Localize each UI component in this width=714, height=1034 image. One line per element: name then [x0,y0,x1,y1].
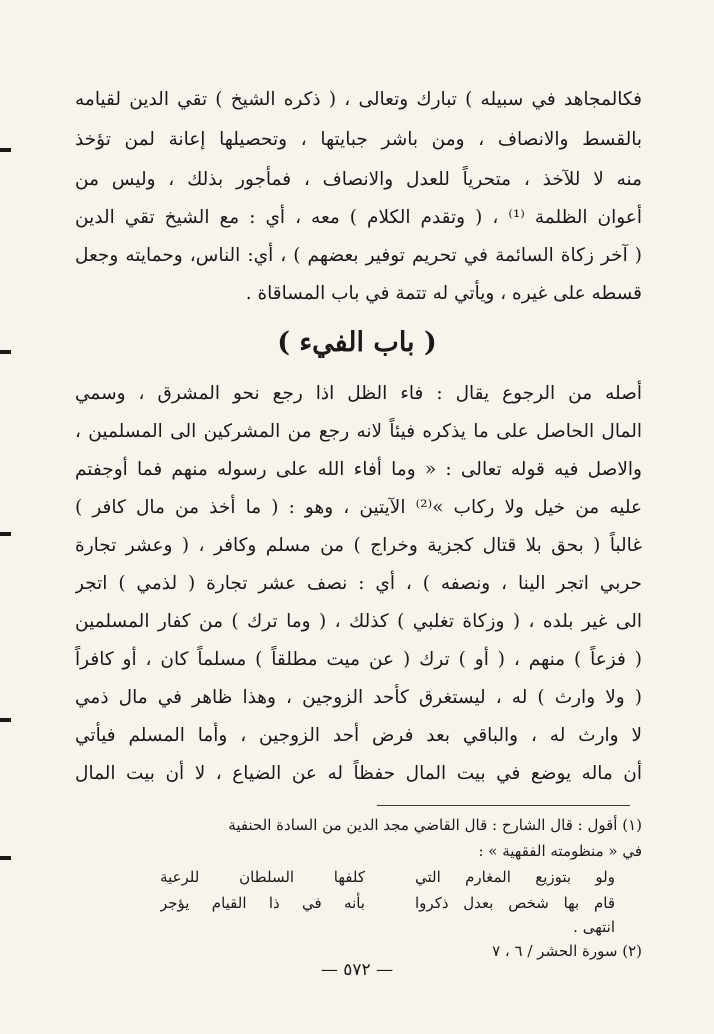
section-line: غالباً ( بحق بلا قتال كجزية وخراج ) من مسلم وكافر ، ( وعشر تجارة [75,535,642,556]
footnote-2: (٢) سورة الحشر / ٦ ، ٧ [492,942,642,960]
footnote-separator [377,805,630,806]
section-line: ( فزعاً ) منهم ، ( أو ) ترك ( عن ميت مطلقاً ) مسلماً كان ، أو كافراً [75,649,642,670]
section-line: الى غير بلده ، ( وزكاة تغلبي ) كذلك ، ( وما ترك ) من كفار المسلمين [75,611,642,632]
section-line: عليه من خيل ولا ركاب »⁽²⁾ الآيتين ، وهو : ( ما أخذ من مال كافر ) [75,497,642,518]
verse-hemistich: بأنه في ذا القيام يؤجر [160,894,365,912]
section-line: حربي اتجر الينا ، ونصفه ) ، أي : نصف عشر تجارة ( لذمي ) اتجر [75,573,642,594]
body-line: قسطه على غيره ، ويأتي له تتمة في باب المساقاة . [245,283,642,304]
section-line: لا وارث له ، والباقي بعد فرض أحد الزوجين ، وأما المسلم فيأتي [75,725,642,746]
section-line: ( ولا وارث ) له ، ليستغرق كأحد الزوجين ، وهذا ظاهر في مال ذمي [75,687,642,708]
scan-edge-mark [0,148,11,152]
body-line: أعوان الظلمة ⁽¹⁾ ، ( وتقدم الكلام ) معه ، أي : مع الشيخ تقي الدين [75,207,642,228]
body-line: منه لا للآخذ ، متحرياً للعدل والانصاف ، فمأجور بذلك ، وليس من [75,169,642,190]
section-line: أصله من الرجوع يقال : فاء الظل اذا رجع نحو المشرق ، وسمي [75,383,642,404]
page-number: — ٥٧٢ — [320,960,394,980]
footnote-1-line: في « منظومته الفقهية » : [478,842,642,860]
footnote-1-line: (١) أقول : قال الشارح : قال القاضي مجد الدين من السادة الحنفية [228,816,642,834]
verse-hemistich: كلفها السلطان للرعية [160,868,365,886]
section-heading: ( باب الفيء ) [277,327,437,358]
section-line: أن ماله يوضع في بيت المال حفظاً له عن الضياع ، لا أن بيت المال [75,763,642,784]
section-line: المال الحاصل على ما يذكره فيئاً لانه رجع من المشركين الى المسلمين ، [75,421,642,442]
verse-hemistich: ولو بتوزيع المغارم التي [415,868,615,886]
verse-hemistich: قام بها شخص بعدل ذكروا [415,894,615,912]
scan-edge-mark [0,350,11,354]
section-line: والاصل فيه قوله تعالى : « وما أفاء الله على رسوله منهم فما أوجفتم [75,459,642,480]
body-line: فكالمجاهد في سبيله ) تبارك وتعالى ، ( ذكره الشيخ ) تقي الدين لقيامه [75,89,642,110]
scan-edge-mark [0,718,11,722]
footnote-1-end: انتهى . [573,918,615,936]
scan-edge-mark [0,856,11,860]
scan-edge-mark [0,532,11,536]
body-line: ( آخر زكاة السائمة في تحريم توفير بعضهم ) ، أي: الناس، وحمايته وجعل [75,245,642,266]
body-line: بالقسط والانصاف ، ومن باشر جبايتها ، وتحصيلها إعانة لمن تؤخذ [75,129,642,150]
